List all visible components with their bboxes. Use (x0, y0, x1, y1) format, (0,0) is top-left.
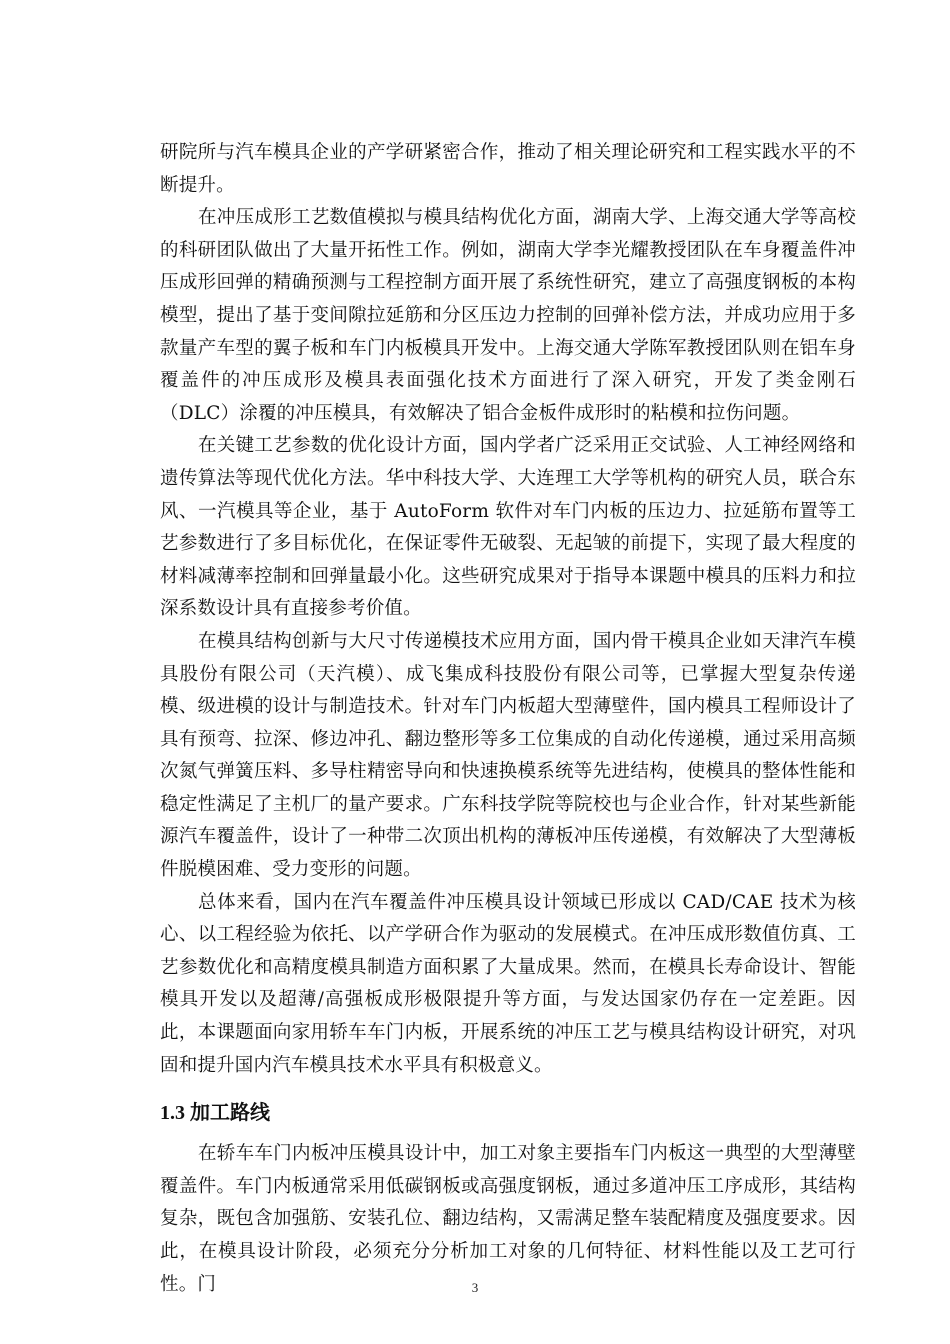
paragraph-die-structure-innovation: 在模具结构创新与大尺寸传递模技术应用方面，国内骨干模具企业如天津汽车模具股份有限公司（天汽模）、成飞集成科技股份有限公司等，已掌握大型复杂传递模、级进模的设计与制造技术。针对车门内板超大型薄壁件，国内模具工程师设计了具有预弯、拉深、修边冲孔、翻边整形等多工位集成的自动化传递模，通过采用高频次氮气弹簧压料、多导柱精密导向和快速换模系统等先进结构，使模具的整体性能和稳定性满足了主机厂的量产要求。广东科技学院等院校也与企业合作，针对某些新能源汽车覆盖件，设计了一种带二次顶出机构的薄板冲压传递模，有效解决了大型薄板件脱模困难、受力变形的问题。 (160, 630, 856, 881)
paragraph-parameter-optimization: 在关键工艺参数的优化设计方面，国内学者广泛采用正交试验、人工神经网络和遗传算法等现代优化方法。华中科技大学、大连理工大学等机构的研究人员，联合东风、一汽模具等企业，基于 AutoForm 软件对车门内板的压边力、拉延筋布置等工艺参数进行了多目标优化，在保证零件无破裂、无起皱的前提下，实现了最大程度的材料减薄率控制和回弹量最小化。这些研究成果对于指导本课题中模具的压料力和拉深系数设计具有直接参考价值。 (160, 435, 856, 620)
section-heading: 1.3 加工路线 (160, 1102, 270, 1125)
page-body (160, 137, 856, 1301)
page-number: 3 (471, 1280, 479, 1295)
paragraph-processing-route: 在轿车车门内板冲压模具设计中，加工对象主要指车门内板这一典型的大型薄壁覆盖件。车门内板通常采用低碳钢板或高强度钢板，通过多道冲压工序成形，其结构复杂，既包含加强筋、安装孔位、翻边结构，又需满足整车装配精度及强度要求。因此，在模具设计阶段，必须充分分析加工对象的几何特征、材料性能以及工艺可行性。门 (160, 1143, 856, 1295)
paragraph-summary: 总体来看，国内在汽车覆盖件冲压模具设计领域已形成以 CAD/CAE 技术为核心、以工程经验为依托、以产学研合作为驱动的发展模式。在冲压成形数值仿真、工艺参数优化和高精度模具制造方面积累了大量成果。然而，在模具长寿命设计、智能模具开发以及超薄/高强板成形极限提升等方面，与发达国家仍存在一定差距。因此，本课题面向家用轿车车门内板，开展系统的冲压工艺与模具结构设计研究，对巩固和提升国内汽车模具技术水平具有积极意义。 (160, 891, 856, 1076)
paragraph-continuation: 研院所与汽车模具企业的产学研紧密合作，推动了相关理论研究和工程实践水平的不断提升。 (160, 142, 856, 196)
paragraph-simulation-research: 在冲压成形工艺数值模拟与模具结构优化方面，湖南大学、上海交通大学等高校的科研团队做出了大量开拓性工作。例如，湖南大学李光耀教授团队在车身覆盖件冲压成形回弹的精确预测与工程控制方面开展了系统性研究，建立了高强度钢板的本构模型，提出了基于变间隙拉延筋和分区压边力控制的回弹补偿方法，并成功应用于多款量产车型的翼子板和车门内板模具开发中。上海交通大学陈军教授团队则在铝车身覆盖件的冲压成形及模具表面强化技术方面进行了深入研究，开发了类金刚石（DLC）涂覆的冲压模具，有效解决了铝合金板件成形时的粘模和拉伤问题。 (160, 207, 856, 424)
